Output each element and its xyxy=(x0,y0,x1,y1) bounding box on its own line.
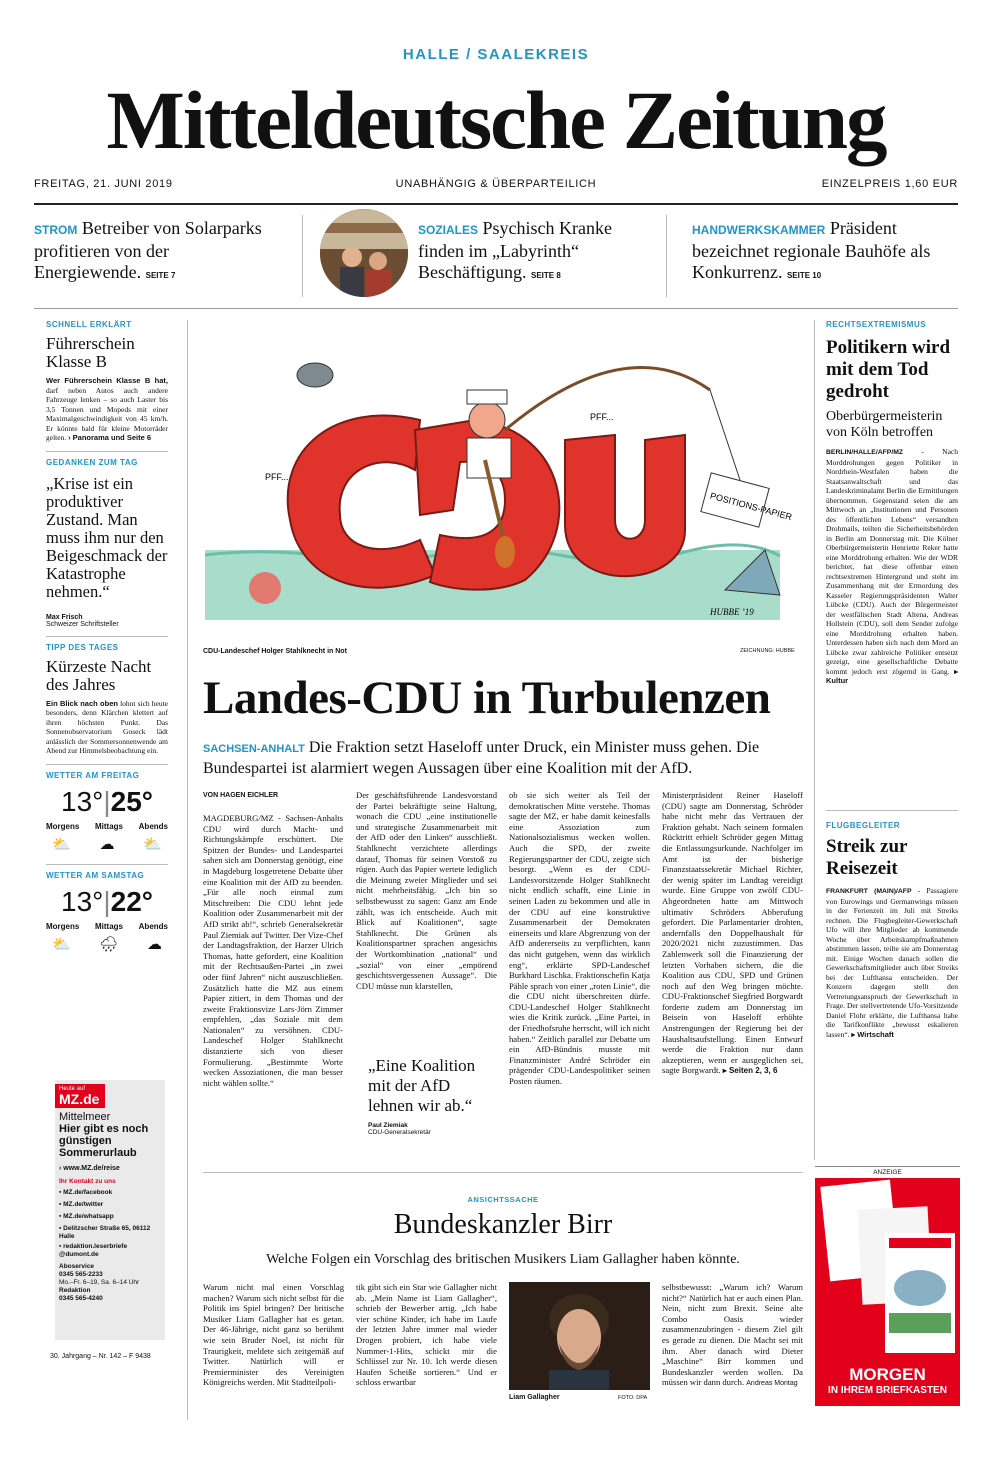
opinion-rule xyxy=(203,1172,803,1173)
right-text-2: - Passagiere von Eurowings und Germanwings müssen in der Ferienzeit im Juli mit Streiks rechnen. Die Flugbegleiter-Gewerkschaft Ufo will ihre Mitglieder ab kommende Woche über Arbeitskampfmaßnahmen abstimmen lassen, teilte sie am Donnerstag mit. Einige Wochen danach sollen die Gewerkschaftsmitglieder auch über Streiks bei der Lufthansa entscheiden. Der Konzern dagegen stellt den Vertretungsanspruch der Gewerkschaft in Frage. Der stellvertretende Ufo-Vorsitzende Daniel Flohr erklärte, die Lufthansa habe die Tarifkonflikte „bewusst eskalieren lassen“. xyxy=(826,886,959,1039)
partly-cloudy-icon: ⛅ xyxy=(52,936,71,953)
gallagher-photo[interactable] xyxy=(509,1282,650,1390)
weather1-kicker: WETTER AM FREITAG xyxy=(46,770,140,780)
lead-kicker: SACHSEN-ANHALT xyxy=(203,743,305,755)
weather-label: Morgens xyxy=(46,821,80,831)
bubble: PFF... xyxy=(265,472,289,482)
photo-caption: Liam Gallagher xyxy=(509,1394,560,1401)
teaser-kicker: HANDWERKSKAMMER xyxy=(692,223,826,237)
contact-text: Delitzscher Straße 65, 06112 Halle xyxy=(59,1225,151,1240)
explain-ref-label: Panorama und Seite 6 xyxy=(72,433,152,442)
right-column xyxy=(826,320,958,1039)
quote-role: CDU-Generalsekretär xyxy=(368,1129,431,1136)
lead-headline[interactable]: Landes-CDU in Turbulenzen xyxy=(203,672,771,724)
opinion-author: Andreas Montag xyxy=(746,1380,798,1388)
lead-col-2: Der geschäftsführende Landesvorstand der Partei bekräftigte seine Haltung, wonach die CDU „eine institutionelle und strategische Zusammenarbeit mit der AfD oder den Linken“ ausschließt. Stahlknecht verzichtete allerdings darauf, Thomas für seinen Vorstoß zu rügen. Auch das Papier wertete lediglich die Meinung zweier Mitglieder und sei nicht mehrheitsfähig. „Ich bin so selbstbewusst zu sagen: Ganz am Ende zählt, was ich entscheide. Auch mit Blick auf Koalitionen“, sagte Stahlknecht. Die Grünen als Koalitionspartner sprachen angesichts der Wortkombination „national“ und „sozial“ von einer „empörend geschichtsvergessenen Aussage“. Die CDU müsse nun klarstellen, xyxy=(356,790,497,991)
contact-text: redaktion.leserbriefe @dumont.de xyxy=(59,1243,128,1258)
divider xyxy=(187,320,188,1420)
ad-topic: Mittelmeer xyxy=(59,1111,111,1123)
weather1-high: 25° xyxy=(110,785,153,817)
right-ref-2[interactable]: ▸ Wirtschaft xyxy=(851,1029,894,1039)
explain-ref[interactable]: › Panorama und Seite 6 xyxy=(68,433,152,442)
thought-role: Schweizer Schriftsteller xyxy=(46,620,119,628)
teaser-soziales[interactable] xyxy=(418,218,643,286)
edition-label: HALLE / SAALEKREIS xyxy=(402,46,590,63)
opinion-col-3 xyxy=(662,1282,803,1408)
opinion-col-3-text: selbstbewusst: „Warum ich? Warum nicht?“ Natürlich hat er auch einen Plan. Nein, nicht zum Brexit. Seine alte Combo Oasis wieder zusammenzubringen - diesem Ziel gilt es gerade zu dienen. Die Macht sei mit ihm. Aber danach wird Dieter „Maschine“ Birr kommen und Bundeskanzler werden wollen. Da müssen wir dann durch. xyxy=(662,1282,803,1388)
weather1-temps: 13°|25° xyxy=(61,785,153,817)
bubble: PFF... xyxy=(590,412,614,422)
explain-body xyxy=(46,376,168,443)
quote-author: Paul Ziemiak xyxy=(368,1122,408,1129)
ad-title: Hier gibt es noch günstigen Sommerurlaub xyxy=(59,1123,149,1159)
right-title-2[interactable]: Streik zur Reisezeit xyxy=(826,836,908,879)
tip-title: Kürzeste Nacht des Jahres xyxy=(46,656,152,694)
opinion-col-1: Warum nicht mal einen Vorschlag machen? Warum sich nicht selbst für die Politik ins Spiel bringen? Der britische Musiker Liam Gallagher hat es getan. Der 46-Jährige, nicht ganz so berühmt wie sein Bruder Noel, ist nicht für Traurigkeit, meldete sich zeitgemäß auf Twitter. Natürlich will er Premierminister des Vereinigten Königreichs werden. Mit Stadtteilpoli- xyxy=(203,1282,344,1388)
sign-text: POSITIONS-PAPIER xyxy=(709,490,794,523)
teaser-photo[interactable] xyxy=(320,209,408,297)
whatsapp-link[interactable]: ▪ MZ.de/whatsapp xyxy=(59,1213,114,1220)
newspaper-title: Mitteldeutsche Zeitung xyxy=(106,74,886,166)
advertisement[interactable] xyxy=(815,1178,960,1406)
weather-label: Abends xyxy=(138,921,168,931)
weather-label: Mittags xyxy=(95,921,123,931)
weather-label: Mittags xyxy=(95,821,123,831)
quote-text: „Eine Koalition mit der AfD lehnen wir ab.“ xyxy=(368,1056,476,1115)
opinion-col-2: tik gibt sich ein Star wie Gallagher nicht ab. „Mein Name ist Liam Gallagher“, schrieb der Bewerber artig. „Ich habe vier schöne Kinder, ich habe im Laufe der letzten Jahre immer mal wieder Drogen probiert, ich habe viele Nummer-1-Hits, schickt mir die Schlüssel zur Nr. 10. Ich werde diesen Haufen Scheiße sortieren.“ Und er schloss erwartbar xyxy=(356,1282,497,1388)
mz-online-box[interactable] xyxy=(55,1080,165,1340)
thought-quote: „Krise ist ein produktiver Zustand. Man muss ihm nur den Beigeschmack der Katastrophe nehmen.“ xyxy=(46,473,168,601)
teaser-ref: SEITE 8 xyxy=(530,271,561,280)
service-phone: 0345 565-2233 xyxy=(59,1271,103,1278)
editorial-phone: 0345 565-4240 xyxy=(59,1295,103,1302)
weather2-high: 22° xyxy=(110,885,153,917)
cloud-icon: ☁ xyxy=(146,936,162,953)
explain-lead: Wer Führerschein Klasse B hat, xyxy=(46,376,168,385)
right-text: - Nach Morddrohungen gegen Politiker in Nordrhein-Westfalen haben die Staatsanwaltschaft und das Landeskriminalamt Berlin die Ermittlungen übernommen. Gegenstand seien die am Mittwoch an „Institutionen und Personen des öffentlichen Lebens“ versandten Drohmails, teilten die Sicherheitsbehörden in Berlin am Donnerstag mit. Die Kölner Oberbürgermeisterin Henriette Reker hatte eine Morddrohung erhalten. Wie der WDR berichtet, hat diese offenbar einen rechtsextremen Hintergrund und steht im Zusammenhang mit der Ermordung des Kasseler Regierungspräsidenten Walter Lübcke (CDU). Auch der Bürgermeister der westfälischen Stadt Altena, Andreas Hollstein (CDU), soll dem Sender zufolge eine Morddrohung erhalten haben. Unterdessen haben sich nach dem Mord an Lübcke zwar zahlreiche Politiker entsetzt gezeigt, eine gesellschaftliche Debatte kommt jedoch erst zögernd in Gang. xyxy=(826,447,958,676)
lead-col-4-text: Ministerpräsident Reiner Haseloff (CDU) sagte am Donnerstag, Schröder habe nicht mehr das Vertrauen der Fraktion gehabt. Nach seinem formalen Rücktritt erhielt Schröder gegen Mittag die Entlassungsurkunde. Nachfolger im Amt ist der bisherige Finanzstaatssekretär Michael Richter, der wenig später im Landtag vereidigt wurde. Eine Gruppe von zwölf CDU-Abgeordneten hatte am Mittwoch ultimativ Schröders Abberufung gefordert. Die Parlamentarier drohten, andernfalls den Doppelhaushalt für 2020/2021 nicht zuzustimmen. Das Zahlenwerk soll die Finanzierung der letzten Vorhaben sichern, die die Koalition aus CDU, SPD und Grünen noch auf den Weg bringen möchte. CDU-Fraktionschef Siegfried Borgwardt forderte zudem am Donnerstag im Beisein von Haseloff erhöhte Anstrengungen der Regierung bei der Haushaltsaufstellung. Einen Entwurf werde die Fraktion nur dann akzeptieren, wenn er ausgeglichen sei, sagte Borgwardt. xyxy=(662,790,803,1076)
divider xyxy=(666,215,667,297)
address: ▪ Delitzscher Straße 65, 06112 Halle xyxy=(59,1225,151,1240)
ad-line-2: IN IHREM BRIEFKASTEN xyxy=(828,1385,947,1396)
teaser-kicker: SOZIALES xyxy=(418,223,479,237)
ad-link[interactable]: › www.MZ.de/reise xyxy=(59,1165,120,1172)
teaser-strom[interactable] xyxy=(34,218,274,286)
partly-cloudy-icon: ⛅ xyxy=(143,836,162,853)
right-body xyxy=(826,447,958,802)
contact-text: MZ.de/whatsapp xyxy=(63,1213,114,1220)
right-dateline-2: FRANKFURT (MAIN)/AFP xyxy=(826,888,912,895)
cloud-icon: ☁ xyxy=(99,836,115,853)
twitter-link[interactable]: ▪ MZ.de/twitter xyxy=(59,1201,104,1208)
lead-col-3: ob sie sich weiter als Teil der demokratischen Mitte verstehe. Thomas sagte der MZ, er habe damit keinesfalls eine Assoziation zum Nationalsozialismus wecken wollen. Auch die SPD, der zweite Regierungspartner der CDU, zeigte sich besorgt. „Wenn es der CDU-Landesvorsitzende Holger Stahlknecht nicht endlich schafft, eine Linie in seinen Laden zu bekommen und alle in der CDU auf eine konstruktive Zusammenarbeit der Demokraten einerseits und klare Abgrenzung von der AfD andererseits zu verpflichten, kann das nicht gutgehen, wenn das wirklich eng“, erklärte SPD-Landeschef Burkhard Lischka. Fraktionschefin Katja Pähle sprach von einer „roten Linie“, die die CDU nicht überschreiten dürfe. CDU-Landeschef Holger Stahlknecht wies die Kritik zurück. „Eine Partei, in der Friedhofsruhe herrscht, will ich nicht haben.“ Zeitlich parallel zur Debatte um ein AfD-Bündnis musste mit Finanzminister André Schröder ein prägender CDU-Landespolitiker seinen Posten räumen. xyxy=(509,790,650,1087)
weather-label: Morgens xyxy=(46,921,80,931)
right-dateline: BERLIN/HALLE/AFP/MZ xyxy=(826,449,904,456)
editorial-head: Redaktion xyxy=(59,1287,91,1294)
teaser-ref: SEITE 7 xyxy=(145,271,176,280)
lead-ref[interactable]: ▸ Seiten 2, 3, 6 xyxy=(722,1066,778,1076)
weather-label: Abends xyxy=(138,821,168,831)
pull-quote xyxy=(368,1056,498,1136)
service-head: Aboservice xyxy=(59,1263,95,1270)
tip-lead: Ein Blick nach oben xyxy=(46,698,118,708)
tip-body xyxy=(46,699,168,756)
lead-col-4 xyxy=(662,790,803,1152)
cartoon-drawing-icon xyxy=(205,320,800,642)
lead-byline: VON HAGEN EICHLER xyxy=(203,792,279,799)
right-ref[interactable]: ▸ Kultur xyxy=(826,666,958,685)
rain-icon: 🌧 xyxy=(99,936,119,953)
teaser-handwerkskammer[interactable] xyxy=(692,218,957,286)
right-sub: Oberbürgermeisterin von Köln betroffen xyxy=(826,409,943,440)
people-photo-icon xyxy=(320,209,408,297)
explain-text: darf neben Autos auch andere Fahrzeuge lenken – so auch Laster bis 3,5 Tonnen und Mopeds mit einer Maximalgeschwindigkeit von 45 km/h. Er könnte bald für kleine Motorräder gelten. xyxy=(46,385,168,442)
price: EINZELPREIS 1,60 EUR xyxy=(821,178,958,190)
weather-friday xyxy=(46,764,168,854)
tip-kicker: TIPP DES TAGES xyxy=(46,642,119,652)
weather-saturday xyxy=(46,864,168,954)
cartoon[interactable] xyxy=(205,320,800,642)
right-title[interactable]: Politikern wird mit dem Tod gedroht xyxy=(826,337,951,402)
portrait-icon xyxy=(509,1282,650,1390)
partly-cloudy-icon: ⛅ xyxy=(52,836,71,853)
right-kicker: RECHTSEXTREMISMUS xyxy=(826,320,927,329)
opinion-kicker: ANSICHTSSACHE xyxy=(467,1195,539,1204)
divider xyxy=(302,215,303,297)
thought-author: Max Frisch xyxy=(46,613,83,621)
opinion-headline[interactable]: Bundeskanzler Birr xyxy=(393,1209,613,1240)
lead-col-1: MAGDEBURG/MZ - Sachsen-Anhalts CDU wird durch Macht- und Richtungskämpfe erschüttert. Die Spitzen der Bundes- und Landespartei sahen sich am Donnerstag genötigt, eine in Magdeburg losgetretene Debatte über eine Koalition mit der AfD zu beenden. „Für alle noch einmal zum Mitschreiben: Die CDU lehnt jede Koalition oder Zusammenarbeit mit der AfD strikt ab!“, schrieb Generalsekretär Paul Ziemiak auf Twitter. Der Vize-Chef der Landtagsfraktion, der Harzer Ulrich Thomas, hatte gefordert, eine Koalition mit der Rechtsaußen-Partei „in zwei oder fünf Jahren“ nicht auszuschließen. Zusätzlich hatte die MZ aus einem Papier zitiert, in dem Thomas und der zweite Fraktionsvize Lars-Jörn Zimmer empfehlen, „das Soziale mit dem Nationalen“ zu versöhnen. CDU-Landeschef Holger Stahlknecht distanzierte sich von dieser Formulierung. „Bestimmte Worte wecken Assoziationen, die man besser nicht wählen sollte.“ xyxy=(203,813,343,1088)
service-hours: Mo.–Fr. 6–19, Sa. 6–14 Uhr xyxy=(59,1279,140,1286)
contact-text: MZ.de/facebook xyxy=(63,1189,113,1196)
teaser-kicker: STROM xyxy=(34,223,78,237)
tip-text: lohnt sich heute besonders, denn Klärchen klettert auf ihren höchsten Punkt. Das Sonnenobservatorium Goseck lädt anlässlich der Sommersonnenwende am Abend zur Himmelsbeobachtung ein. xyxy=(46,698,169,755)
right-body-2 xyxy=(826,886,958,1039)
photo-credit: FOTO: DPA xyxy=(618,1395,648,1401)
contact-head: Ihr Kontakt zu uns xyxy=(59,1178,116,1185)
ad-label: ANZEIGE xyxy=(815,1166,960,1176)
masthead-rule xyxy=(34,203,958,205)
cartoon-credit: ZEICHNUNG: HUBBE xyxy=(740,648,795,654)
right-kicker-2: FLUGBEGLEITER xyxy=(826,821,901,830)
weather2-temps: 13°|22° xyxy=(61,885,153,917)
explain-kicker: SCHNELL ERKLÄRT xyxy=(46,320,132,329)
teaser-rule xyxy=(34,308,958,309)
thought-kicker: GEDANKEN ZUM TAG xyxy=(46,457,138,467)
teaser-ref: SEITE 10 xyxy=(786,271,822,280)
right-ref-label: Kultur xyxy=(826,676,849,685)
weather2-low: 13° xyxy=(61,885,104,917)
ad-line-1: MORGEN xyxy=(849,1365,926,1384)
teaser-text: Psychisch Kranke finden im „Labyrinth“ Beschäftigung. xyxy=(418,218,612,282)
left-column xyxy=(46,320,168,954)
cartoon-caption: CDU-Landeschef Holger Stahlknecht in Not xyxy=(203,648,347,655)
divider xyxy=(814,320,815,1160)
lead-sub-text: Die Fraktion setzt Haseloff unter Druck, ein Minister muss gehen. Die Bundespartei ist alarmiert wegen Aussagen über eine Koalition mit der AfD. xyxy=(203,739,760,777)
contact-text: MZ.de/twitter xyxy=(63,1201,104,1208)
teaser-text: Präsident bezeichnet regionale Bauhöfe als Konkurrenz. xyxy=(692,218,931,282)
magazine-preview-icon xyxy=(815,1178,960,1358)
logo-text: MZ.de xyxy=(59,1091,100,1107)
logo-top: Heute auf xyxy=(59,1086,86,1092)
facebook-link[interactable]: ▪ MZ.de/facebook xyxy=(59,1189,113,1196)
mz-logo xyxy=(55,1084,105,1108)
lead-ref-label: Seiten 2, 3, 6 xyxy=(728,1066,778,1076)
email-link[interactable]: ▪ redaktion.leserbriefe @dumont.de xyxy=(59,1243,128,1258)
signature: HUBBE ʼ19 xyxy=(710,607,754,617)
opinion-sub: Welche Folgen ein Vorschlag des britischen Musikers Liam Gallagher haben könnte. xyxy=(266,1252,740,1267)
teaser-text: Betreiber von Solarparks profitieren von der Energiewende. xyxy=(34,218,262,282)
weather2-kicker: WETTER AM SAMSTAG xyxy=(46,870,145,880)
weather1-low: 13° xyxy=(61,785,104,817)
issue-info: 30. Jahrgang – Nr. 142 – F 9438 xyxy=(50,1353,151,1360)
issue-date: FREITAG, 21. JUNI 2019 xyxy=(34,178,173,190)
explain-title: Führerschein Klasse B xyxy=(46,334,135,371)
slogan: UNABHÄNGIG & ÜBERPARTEILICH xyxy=(395,178,597,190)
right-ref-2-label: Wirtschaft xyxy=(857,1029,894,1039)
lead-sub xyxy=(203,738,803,778)
